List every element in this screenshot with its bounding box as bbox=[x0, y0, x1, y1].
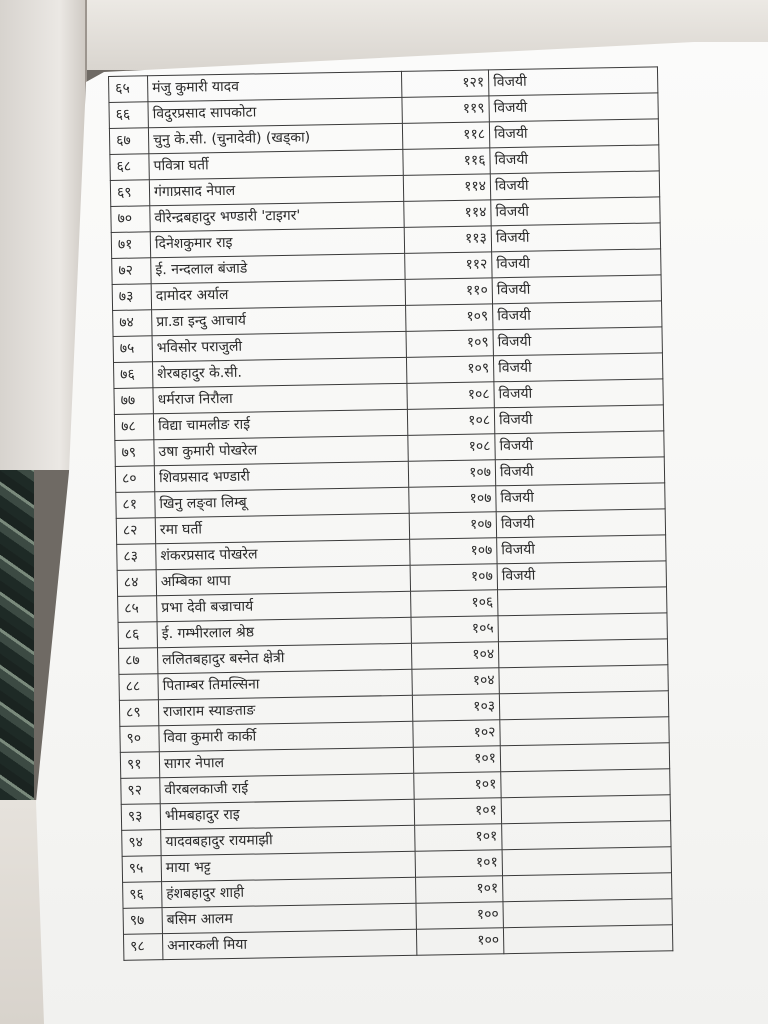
serial-number-cell: ७४ bbox=[113, 310, 152, 337]
result-cell bbox=[503, 925, 672, 954]
result-cell bbox=[503, 899, 672, 928]
result-cell bbox=[498, 639, 667, 668]
candidate-name-cell: ई. नन्दलाल बंजाडे bbox=[151, 253, 405, 283]
candidate-name-cell: सागर नेपाल bbox=[159, 747, 413, 777]
candidate-name-cell: प्रा.डा इन्दु आचार्य bbox=[152, 305, 406, 335]
serial-number-cell: ९४ bbox=[122, 830, 161, 857]
vote-count-cell: ११९ bbox=[402, 96, 489, 124]
vote-count-cell: ११३ bbox=[404, 226, 491, 254]
result-cell bbox=[501, 795, 670, 824]
serial-number-cell: ९८ bbox=[123, 934, 162, 961]
result-cell: विजयी bbox=[495, 431, 664, 460]
candidate-name-cell: चुनु के.सी. (चुनादेवी) (खड्का) bbox=[148, 123, 402, 153]
vote-count-cell: १०९ bbox=[406, 356, 493, 384]
serial-number-cell: ८१ bbox=[116, 492, 155, 519]
vote-count-cell: १०७ bbox=[409, 512, 496, 540]
serial-number-cell: ७२ bbox=[112, 258, 151, 285]
result-cell: विजयी bbox=[490, 171, 659, 200]
vote-count-cell: १०१ bbox=[413, 746, 500, 774]
vote-count-cell: १०१ bbox=[416, 876, 503, 904]
vote-count-cell: १०१ bbox=[415, 824, 502, 852]
vote-count-cell: १०८ bbox=[407, 408, 494, 436]
result-cell: विजयी bbox=[497, 535, 666, 564]
result-cell: विजयी bbox=[495, 457, 664, 486]
result-cell bbox=[503, 873, 672, 902]
vote-count-cell: १०९ bbox=[406, 304, 493, 332]
serial-number-cell: ८५ bbox=[118, 596, 157, 623]
vote-count-cell: १०७ bbox=[410, 564, 497, 592]
result-cell: विजयी bbox=[494, 379, 663, 408]
vote-count-cell: १०१ bbox=[415, 850, 502, 878]
candidate-name-cell: वीरबलकाजी राई bbox=[160, 773, 414, 803]
candidate-name-cell: पिताम्बर तिमल्सिना bbox=[158, 669, 412, 699]
result-cell bbox=[499, 691, 668, 720]
candidate-name-cell: यादवबहादुर रायमाझी bbox=[161, 825, 415, 855]
vote-count-cell: ११६ bbox=[403, 148, 490, 176]
candidate-name-cell: शिवप्रसाद भण्डारी bbox=[154, 461, 408, 491]
result-cell: विजयी bbox=[491, 197, 660, 226]
result-cell bbox=[502, 847, 671, 876]
candidate-name-cell: बसिम आलम bbox=[162, 903, 416, 933]
serial-number-cell: ६५ bbox=[109, 76, 148, 103]
serial-number-cell: ६९ bbox=[110, 180, 149, 207]
serial-number-cell: ८९ bbox=[119, 700, 158, 727]
candidate-name-cell: विद्या चामलीङ राई bbox=[153, 409, 407, 439]
serial-number-cell: ६७ bbox=[109, 128, 148, 155]
vote-count-cell: १०१ bbox=[414, 798, 501, 826]
result-cell bbox=[500, 743, 669, 772]
candidate-name-cell: विदुरप्रसाद सापकोटा bbox=[148, 97, 402, 127]
candidate-name-cell: शेरबहादुर के.सी. bbox=[152, 357, 406, 387]
result-cell: विजयी bbox=[497, 561, 666, 590]
candidate-name-cell: विवा कुमारी कार्की bbox=[159, 721, 413, 751]
serial-number-cell: ६८ bbox=[110, 154, 149, 181]
serial-number-cell: ७८ bbox=[114, 414, 153, 441]
candidate-name-cell: खिनु लङ्वा लिम्बू bbox=[155, 487, 409, 517]
serial-number-cell: ७७ bbox=[114, 388, 153, 415]
serial-number-cell: ८३ bbox=[117, 544, 156, 571]
result-cell: विजयी bbox=[493, 353, 662, 382]
serial-number-cell: ७९ bbox=[115, 440, 154, 467]
vote-count-cell: १०८ bbox=[408, 434, 495, 462]
results-table bbox=[108, 66, 673, 960]
vote-count-cell: १०२ bbox=[413, 720, 500, 748]
results-table-body bbox=[109, 67, 673, 960]
serial-number-cell: ९० bbox=[120, 726, 159, 753]
vote-count-cell: १०९ bbox=[406, 330, 493, 358]
serial-number-cell: ९६ bbox=[123, 882, 162, 909]
vote-count-cell: १०५ bbox=[411, 616, 498, 644]
candidate-name-cell: दिनेशकुमार राइ bbox=[150, 227, 404, 257]
vote-count-cell: १०१ bbox=[414, 772, 501, 800]
result-cell bbox=[502, 821, 671, 850]
result-cell: विजयी bbox=[493, 301, 662, 330]
serial-number-cell: ९३ bbox=[121, 804, 160, 831]
candidate-name-cell: ललितबहादुर बस्नेत क्षेत्री bbox=[157, 643, 411, 673]
serial-number-cell: ८६ bbox=[118, 622, 157, 649]
result-cell: विजयी bbox=[489, 93, 658, 122]
vote-count-cell: ११० bbox=[405, 278, 492, 306]
serial-number-cell: ७५ bbox=[113, 336, 152, 363]
serial-number-cell: ८७ bbox=[118, 648, 157, 675]
vote-count-cell: १०४ bbox=[412, 668, 499, 696]
candidate-name-cell: धर्मराज निरौला bbox=[153, 383, 407, 413]
result-cell: विजयी bbox=[488, 67, 657, 96]
result-cell: विजयी bbox=[489, 119, 658, 148]
vote-count-cell: ११४ bbox=[404, 200, 491, 228]
result-cell bbox=[498, 613, 667, 642]
vote-count-cell: १०६ bbox=[411, 590, 498, 618]
vote-count-cell: ११२ bbox=[405, 252, 492, 280]
result-cell bbox=[501, 769, 670, 798]
vote-count-cell: ११८ bbox=[402, 122, 489, 150]
vote-count-cell: १०७ bbox=[410, 538, 497, 566]
candidate-name-cell: माया भट्ट bbox=[161, 851, 415, 881]
result-cell: विजयी bbox=[496, 483, 665, 512]
fabric-background bbox=[0, 470, 34, 800]
vote-count-cell: १०० bbox=[416, 902, 503, 930]
result-cell bbox=[498, 587, 667, 616]
result-cell: विजयी bbox=[492, 249, 661, 278]
result-cell bbox=[499, 665, 668, 694]
candidate-name-cell: मंजु कुमारी यादव bbox=[148, 71, 402, 101]
candidate-name-cell: दामोदर अर्याल bbox=[151, 279, 405, 309]
candidate-name-cell: भविसोर पराजुली bbox=[152, 331, 406, 361]
vote-count-cell: १०७ bbox=[408, 460, 495, 488]
serial-number-cell: ९१ bbox=[120, 752, 159, 779]
candidate-name-cell: ई. गम्भीरलाल श्रेष्ठ bbox=[157, 617, 411, 647]
result-cell: विजयी bbox=[492, 275, 661, 304]
result-cell bbox=[500, 717, 669, 746]
serial-number-cell: ७३ bbox=[112, 284, 151, 311]
result-cell: विजयी bbox=[493, 327, 662, 356]
candidate-name-cell: प्रभा देवी बज्राचार्य bbox=[157, 591, 411, 621]
candidate-name-cell: वीरेन्द्रबहादुर भण्डारी 'टाइगर' bbox=[150, 201, 404, 231]
candidate-name-cell: पवित्रा घर्ती bbox=[149, 149, 403, 179]
vote-count-cell: १०७ bbox=[409, 486, 496, 514]
result-cell: विजयी bbox=[490, 145, 659, 174]
serial-number-cell: ८० bbox=[115, 466, 154, 493]
candidate-name-cell: हंशबहादुर शाही bbox=[162, 877, 416, 907]
serial-number-cell: ९७ bbox=[123, 908, 162, 935]
vote-count-cell: ११४ bbox=[403, 174, 490, 202]
candidate-name-cell: अम्बिका थापा bbox=[156, 565, 410, 595]
results-table-container bbox=[108, 66, 673, 960]
candidate-name-cell: गंगाप्रसाद नेपाल bbox=[149, 175, 403, 205]
serial-number-cell: ८२ bbox=[116, 518, 155, 545]
vote-count-cell: १२१ bbox=[401, 70, 488, 98]
serial-number-cell: ८४ bbox=[117, 570, 156, 597]
candidate-name-cell: अनारकली मिया bbox=[162, 929, 416, 959]
serial-number-cell: ९२ bbox=[121, 778, 160, 805]
candidate-name-cell: भीमबहादुर राइ bbox=[160, 799, 414, 829]
candidate-name-cell: रमा घर्ती bbox=[155, 513, 409, 543]
serial-number-cell: ७० bbox=[111, 206, 150, 233]
serial-number-cell: ६६ bbox=[109, 102, 148, 129]
vote-count-cell: १०३ bbox=[412, 694, 499, 722]
result-cell: विजयी bbox=[491, 223, 660, 252]
serial-number-cell: ८८ bbox=[119, 674, 158, 701]
serial-number-cell: ७१ bbox=[111, 232, 150, 259]
serial-number-cell: ७६ bbox=[114, 362, 153, 389]
candidate-name-cell: शंकरप्रसाद पोखरेल bbox=[156, 539, 410, 569]
candidate-name-cell: राजाराम स्याङताङ bbox=[158, 695, 412, 725]
result-cell: विजयी bbox=[494, 405, 663, 434]
vote-count-cell: १०८ bbox=[407, 382, 494, 410]
candidate-name-cell: उषा कुमारी पोखरेल bbox=[154, 435, 408, 465]
serial-number-cell: ९५ bbox=[122, 856, 161, 883]
vote-count-cell: १०० bbox=[416, 928, 503, 956]
result-cell: विजयी bbox=[496, 509, 665, 538]
vote-count-cell: १०४ bbox=[411, 642, 498, 670]
